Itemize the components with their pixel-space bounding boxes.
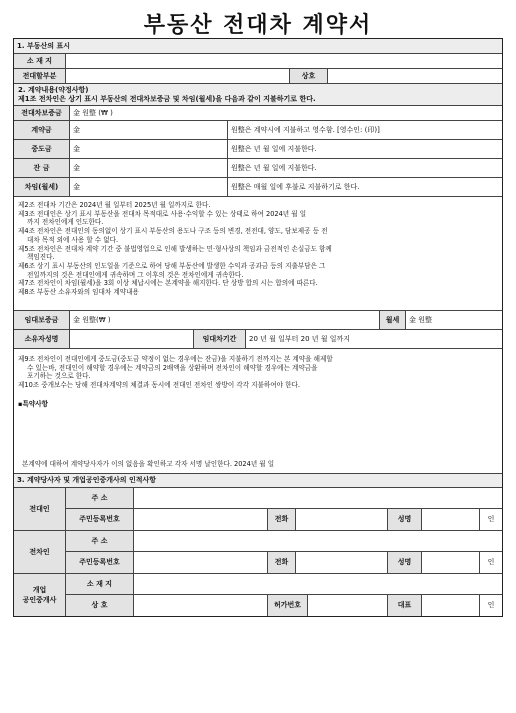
section3-heading-row [14,474,502,488]
lessor-fields [66,488,502,530]
lessee-label: 전차인 [14,531,66,573]
article-line: 수 있는바, 전대인이 해약할 경우에는 계약금의 2배액을 상환하며 전차인이 해약할 경우에는 계약금을 [27,363,318,372]
special-terms-label: ▪특약사항 [18,399,48,408]
location-field[interactable] [66,54,502,68]
middle-payment-row [14,140,502,159]
article-line: 책임진다. [27,253,55,262]
broker-rep-label: 대표 [388,595,422,616]
rented-part-label: 전대할부분 [14,69,66,83]
middle-payment-label: 중도금 [14,140,70,158]
location-row [14,54,502,69]
articles-block [14,197,502,310]
broker-location-field[interactable] [134,574,502,594]
section3-heading: 3. 계약당사자 및 개업공인중개사의 인적사항 [14,474,502,487]
trade-name-field[interactable] [328,69,502,83]
article-line: 까지 전차인에게 인도한다. [27,218,104,227]
lessor-name-label: 성명 [388,509,422,530]
lessee-fields [66,531,502,573]
article-line: 대차 목적 외에 사용 할 수 없다. [27,235,119,244]
owner-row [14,330,502,349]
lessor-name-field[interactable] [422,509,480,530]
broker-license-field[interactable] [308,595,388,616]
article-line: 제5조 전차인은 전대차 계약 기간 중 불법영업으로 인해 발생하는 민·형사상의 책임과 금전적인 손실금도 함께 [18,244,332,253]
article-line: 제6조 상기 표시 부동산의 인도일을 기준으로 하여 당해 부동산에 발생한 수익과 공과금 등의 지출부담은 그 [18,261,326,270]
article-line: 제7조 전차인이 차임(월세)을 3회 이상 체납시에는 본계약을 해지한다. 단 상방 합의 시는 합의에 따른다. [18,279,318,288]
balance-amount[interactable]: 金 [70,159,228,177]
lessee-id-field[interactable] [134,552,268,573]
lessee-id-label: 주민등록번호 [66,552,134,573]
lessee-name-label: 성명 [388,552,422,573]
middle-payment-note: 원整은 년 월 일에 지불한다. [231,144,317,153]
location-label: 소 재 지 [14,54,66,68]
lessor-group [14,488,502,531]
broker-group [14,574,502,616]
document-title: 부동산 전대차 계약서 [143,12,373,38]
balance-row [14,159,502,178]
lease-deposit-field[interactable]: 金 원整(₩ ) [70,311,380,329]
article-line: 제2조 전대차 기간은 2024년 월 일부터 2025년 월 일까지로 한다. [18,201,211,209]
lessee-address-field[interactable] [134,531,502,551]
contract-payment-amount[interactable]: 金 [70,121,228,139]
monthly-rent-field[interactable]: 金 원整 [409,315,432,324]
lessor-seal: 인 [487,515,495,524]
lessor-id-field[interactable] [134,509,268,530]
broker-trade-row [66,595,502,616]
sublease-deposit-label: 전대차보증금 [14,106,70,120]
broker-trade-label: 상 호 [66,595,134,616]
lessee-address-label: 주 소 [66,531,134,551]
lessee-seal: 인 [487,558,495,567]
rented-part-field[interactable] [66,69,290,83]
article-line: 제9조 전차인이 전대인에게 중도금(중도금 약정이 없는 경우에는 잔금)을 지불하기 전까지는 본 계약을 해제할 [18,355,333,363]
owner-name-field[interactable] [70,330,194,348]
broker-location-label: 소 재 지 [66,574,134,594]
rent-label: 차임(월세) [14,178,70,196]
contract-payment-row [14,121,502,140]
owner-name-label: 소유자성명 [14,330,70,348]
lessee-phone-field[interactable] [296,552,388,573]
confirmation-line: 본계약에 대하여 계약당사자가 이의 없음을 확인하고 각자 서명 날인한다. 2024년 월 일 [22,460,275,469]
lessee-group [14,531,502,574]
article-line: 제4조 전차인은 전대인의 동의없이 상기 표시 부동산의 용도나 구조 등의 변경, 전전대, 양도, 담보제공 등 전 [18,227,328,236]
lessor-label: 전대인 [14,488,66,530]
terms-block-row [14,349,502,474]
sublease-deposit-row [14,106,502,121]
rent-row [14,178,502,197]
lease-deposit-label: 임대보증금 [14,311,70,329]
section1-heading-row [14,39,502,54]
middle-payment-amount[interactable]: 金 [70,140,228,158]
article-line: 포기하는 것으로 한다. [27,372,91,381]
article-line: 제3조 전대인은 상기 표시 부동산을 전대차 목적대로 사용·수익할 수 있는 상태로 하여 2024년 월 일 [18,209,307,218]
lessor-phone-label: 전화 [268,509,296,530]
contract-payment-note: 원整은 계약시에 지불하고 영수함. [영수인: (印)] [231,125,380,134]
article-line: 제10조 중개보수는 당해 전대차계약의 체결과 동시에 전대인 전차인 쌍방이 각각 지불하여야 한다. [18,381,300,390]
trade-name-label: 상호 [290,69,328,83]
balance-note: 원整은 년 월 일에 지불한다. [231,163,317,172]
broker-label: 개업 공인중개사 [14,574,66,616]
article-line: 제8조 부동산 소유자와의 임대차 계약내용 [18,288,139,297]
rent-note: 원整은 매월 일에 후불로 지불하기로 한다. [231,182,360,191]
section2-heading-block [14,84,502,105]
lessor-address-field[interactable] [134,488,502,508]
lessor-address-label: 주 소 [66,488,134,508]
broker-fields [66,574,502,616]
lessee-phone-label: 전화 [268,552,296,573]
lease-period-label: 임대차기간 [194,330,246,348]
broker-license-label: 허가번호 [268,595,308,616]
lessor-phone-field[interactable] [296,509,388,530]
section2-heading: 2. 계약내용(약정사항) [18,86,89,94]
contract-payment-label: 계약금 [14,121,70,139]
section1-heading: 1. 부동산의 표시 [14,39,502,53]
rented-part-row [14,69,502,84]
lease-deposit-row [14,311,502,330]
section2-heading-row [14,84,502,106]
lessor-id-label: 주민등록번호 [66,509,134,530]
terms-block [14,349,502,473]
article-line: 전일까지의 것은 전대인에게 귀속하며 그 이후의 것은 전차인에게 귀속한다. [27,270,244,279]
lessee-address-row [66,531,502,552]
broker-trade-field[interactable] [134,595,268,616]
broker-location-row [66,574,502,595]
lessee-name-field[interactable] [422,552,480,573]
lessor-address-row [66,488,502,509]
contract-form [13,38,503,617]
broker-seal: 인 [487,601,495,610]
broker-rep-field[interactable] [422,595,480,616]
lessor-id-row [66,509,502,530]
article-1: 제1조 전차인은 상기 표시 부동산의 전대차보증금 및 차임(월세)을 다음과 같이 지불하기로 한다. [18,94,316,103]
lease-period-field[interactable]: 20 년 월 일부터 20 년 월 일까지 [249,334,351,343]
rent-amount[interactable]: 金 [70,178,228,196]
lessee-id-row [66,552,502,573]
sublease-deposit-field[interactable]: 金 원整 (₩ ) [73,108,113,117]
monthly-rent-label: 월세 [380,311,406,329]
articles-block-row [14,197,502,311]
balance-label: 잔 금 [14,159,70,177]
